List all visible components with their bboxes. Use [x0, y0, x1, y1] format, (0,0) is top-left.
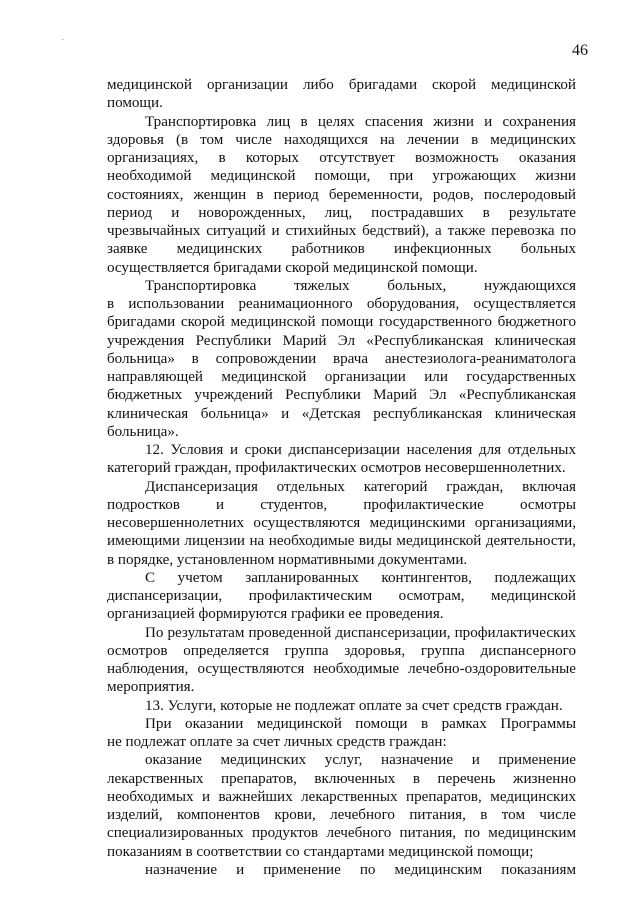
text-line: больница». — [107, 423, 179, 440]
text-line: бригадами скорой медицинской помощи государственного бюджетного — [107, 314, 576, 331]
body-text — [107, 76, 576, 879]
text-line: назначение и применение по медицинским показаниям — [145, 861, 576, 878]
text-line: направляющей медицинской организации или государственных — [107, 369, 576, 385]
text-line: организациях, в которых отсутствует возможность оказания — [107, 150, 576, 166]
text-line: осуществляется бригадами скорой медицинской помощи. — [107, 259, 478, 276]
text-line: По результатам проведенной диспансеризации, профилактических — [145, 624, 576, 641]
text-line: При оказании медицинской помощи в рамках Программы — [145, 715, 576, 732]
text-line: осмотров определяется группа здоровья, группа диспансерного — [107, 642, 576, 659]
text-line: необходимых и важнейших лекарственных препаратов, медицинских — [107, 788, 576, 805]
text-line: наблюдения, осуществляются необходимые лечебно-оздоровительные — [107, 661, 576, 677]
text-line: состояниях, женщин в период беременности, родов, послеродовый — [107, 186, 576, 203]
text-line: несовершеннолетних осуществляются медицинскими организациями, — [107, 515, 576, 531]
text-line: специализированных продуктов лечебного питания, по медицинским — [107, 825, 576, 842]
text-line: 13. Услуги, которые не подлежат оплате за счет средств граждан. — [145, 697, 563, 714]
text-line: Транспортировка лиц в целях спасения жизни и сохранения — [145, 113, 576, 130]
text-line: бюджетных учреждений Республики Марий Эл «Республиканская — [107, 387, 576, 404]
text-line: мероприятия. — [107, 679, 195, 696]
text-line: необходимой медицинской помощи, при угрожающих жизни — [107, 168, 576, 185]
text-line: чрезвычайных ситуаций и стихийных бедствий), а также перевозка по — [107, 223, 576, 239]
text-line: показаниям в соответствии со стандартами медицинской помощи; — [107, 843, 534, 860]
text-line: больница» в сопровождении врача анестезиолога-реаниматолога — [107, 350, 576, 367]
text-line: период и новорожденных, лиц, пострадавших в результате — [107, 204, 576, 221]
text-line: Транспортировка тяжелых больных, нуждающихся — [145, 277, 576, 294]
text-line: подростков и студентов, профилактические осмотры — [107, 496, 576, 513]
text-line: в порядке, установленном нормативными документами. — [107, 551, 468, 568]
text-line: здоровья (в том числе находящихся на лечении в медицинских — [107, 131, 576, 148]
text-line: клиническая больница» и «Детская республиканская клиническая — [107, 405, 576, 422]
text-line: лекарственных препаратов, включенных в перечень жизненно — [107, 770, 576, 787]
text-line: оказание медицинских услуг, назначение и применение — [145, 752, 576, 769]
text-line: 12. Условия и сроки диспансеризации населения для отдельных — [145, 442, 576, 458]
text-line: помощи. — [107, 95, 163, 112]
text-line: заявке медицинских работников инфекционных больных — [107, 241, 576, 258]
text-line: организацией формируются графики ее проведения. — [107, 606, 444, 623]
text-line: имеющими лицензии на необходимые виды медицинской деятельности, — [107, 533, 576, 550]
text-line: учреждения Республики Марий Эл «Республиканская клиническая — [107, 332, 576, 349]
text-line: категорий граждан, профилактических осмотров несовершеннолетних. — [107, 460, 566, 477]
text-line: С учетом запланированных контингентов, подлежащих — [145, 569, 576, 586]
page-number: 46 — [572, 42, 588, 59]
text-line: медицинской организации либо бригадами скорой медицинской — [107, 77, 576, 93]
text-line: не подлежат оплате за счет личных средств граждан: — [107, 734, 447, 750]
text-line: в использовании реанимационного оборудования, осуществляется — [107, 296, 576, 312]
text-line: диспансеризации, профилактическим осмотрам, медицинской — [107, 588, 576, 604]
text-line: изделий, компонентов крови, лечебного питания, в том числе — [107, 807, 576, 823]
text-line: Диспансеризация отдельных категорий граждан, включая — [145, 478, 576, 495]
scan-mark: . — [62, 33, 64, 42]
